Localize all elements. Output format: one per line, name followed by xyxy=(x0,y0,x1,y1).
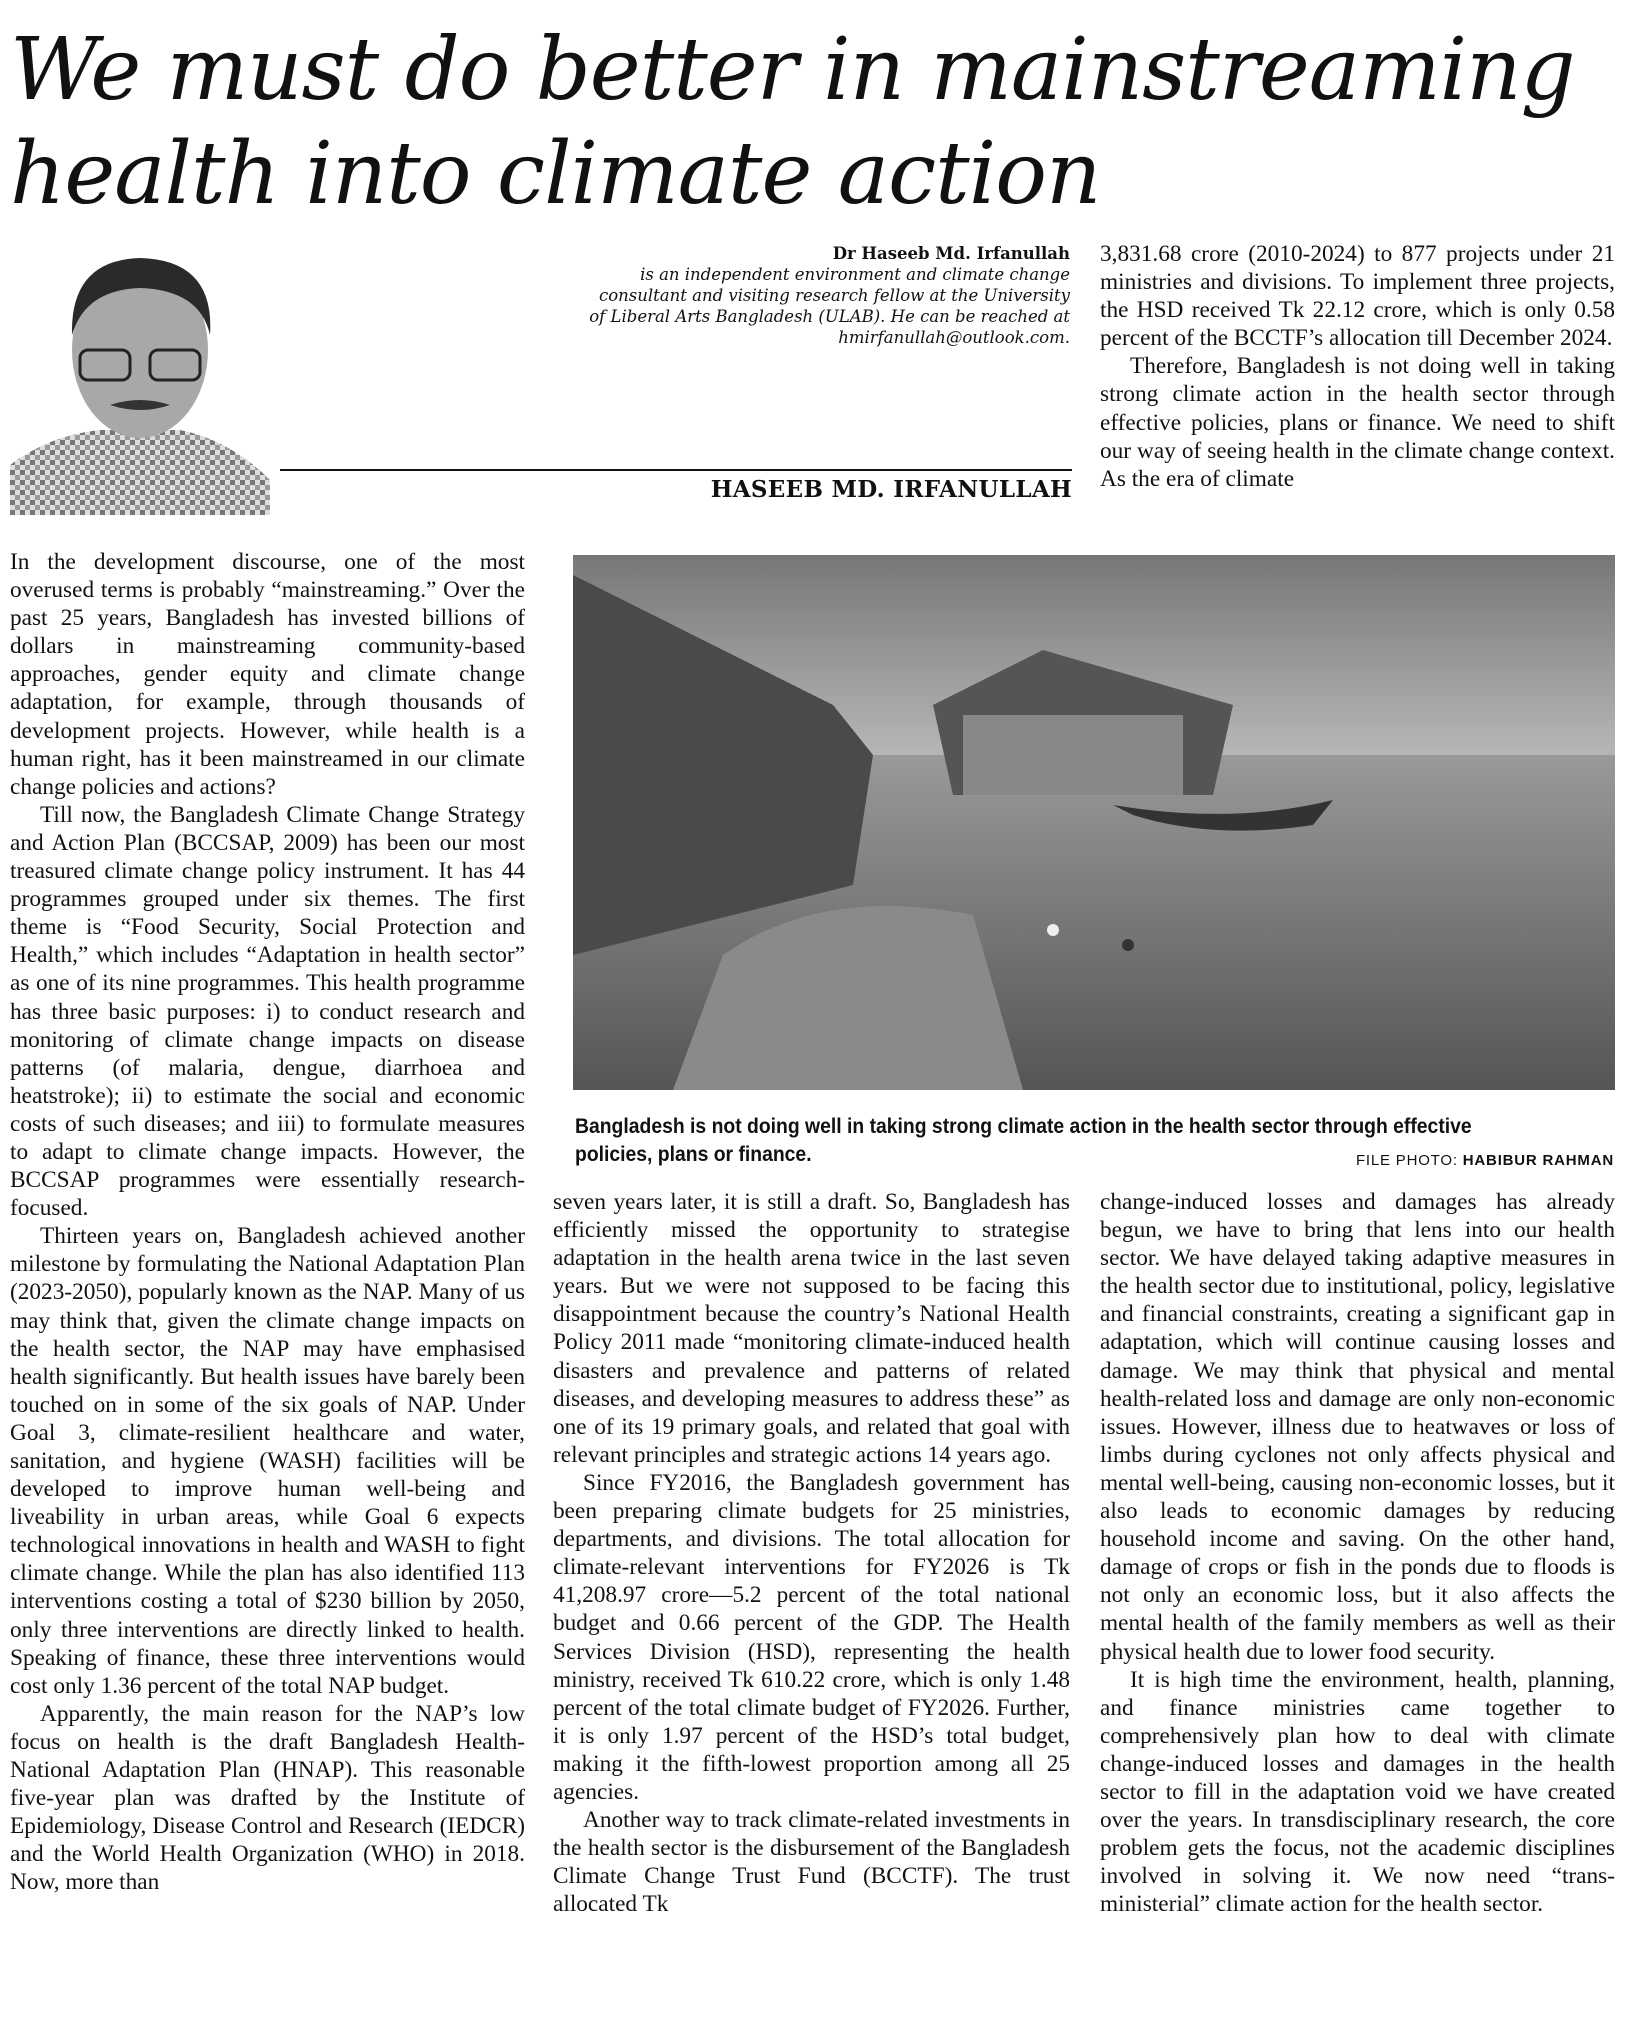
author-bio xyxy=(580,243,1070,348)
headline: We must do better in mainstreaming health into climate action xyxy=(10,20,1575,224)
paragraph: Therefore, Bangladesh is not doing well in taking strong climate action in the health sector through effective policies, plans or finance. We need to shift our way of seeing health in the climate change context. As the era of climate xyxy=(1100,353,1615,492)
author-name: Dr Haseeb Md. Irfanullah xyxy=(832,244,1070,263)
paragraph: 3,831.68 crore (2010-2024) to 877 projects under 21 ministries and divisions. To implement three projects, the HSD received Tk 22.12 crore, which is only 0.58 percent of the BCCTF’s allocation till December 2024. xyxy=(1100,241,1615,352)
paragraph: In the development discourse, one of the most overused terms is probably “mainstreaming.” Over the past 25 years, Bangladesh has invested billions of dollars in mainstreaming community-based approaches, gender equity and climate change adaptation, for example, through thousands of development projects. However, while health is a human right, has it been mainstreamed in our climate change policies and actions? xyxy=(10,549,525,800)
photo-credit xyxy=(1356,1152,1614,1169)
column-left xyxy=(10,548,525,1897)
paragraph: Since FY2016, the Bangladesh government has been preparing climate budgets for 25 ministries, departments, and divisions. The total allocation for climate-relevant interventions for FY2026 is Tk 41,208.97 crore—5.2 percent of the total national budget and 0.66 percent of the GDP. The Health Services Division (HSD), representing the health ministry, received Tk 610.22 crore, which is only 1.48 percent of the total climate budget of FY2026. Further, it is only 1.97 percent of the HSD’s total budget, making it the fifth-lowest proportion among all 25 agencies. xyxy=(553,1469,1070,1805)
byline: HASEEB MD. IRFANULLAH xyxy=(710,476,1072,503)
author-portrait xyxy=(10,240,270,515)
article-photo xyxy=(573,555,1615,1090)
paragraph: seven years later, it is still a draft. So, Bangladesh has efficiently missed the opportunity to strategise adaptation in the health arena twice in the last seven years. But we were not supposed to be facing this disappointment because the country’s National Health Policy 2011 made “monitoring climate-induced health disasters and prevalence and patterns of related diseases, and developing measures to address these” as one of its 19 primary goals, and related that goal with relevant principles and strategic actions 14 years ago. xyxy=(553,1189,1070,1468)
column-right-top xyxy=(1100,240,1615,493)
photo-caption: Bangladesh is not doing well in taking strong climate action in the health sector through effective policies, plans or finance. xyxy=(575,1114,1472,1166)
paragraph: Till now, the Bangladesh Climate Change Strategy and Action Plan (BCCSAP, 2009) has been our most treasured climate change policy instrument. It has 44 programmes grouped under six themes. The first theme is “Food Security, Social Protection and Health,” which includes “Adaptation in health sector” as one of its nine programmes. This health programme has three basic purposes: i) to conduct research and monitoring of climate change impacts on disease patterns (of malaria, dengue, diarrhoea and heatstroke); ii) to estimate the social and economic costs of such diseases; and iii) to formulate measures to adapt to climate change impacts. However, the BCCSAP programmes were essentially research-focused. xyxy=(10,801,525,1222)
credit-name: HABIBUR RAHMAN xyxy=(1462,1152,1614,1169)
paragraph: Another way to track climate-related investments in the health sector is the disbursement of the Bangladesh Climate Change Trust Fund (BCCTF). The trust allocated Tk xyxy=(553,1807,1070,1918)
paragraph: Apparently, the main reason for the NAP’s low focus on health is the draft Bangladesh Health-National Adaptation Plan (HNAP). This reasonable five-year plan was drafted by the Institute of Epidemiology, Disease Control and Research (IEDCR) and the World Health Organization (WHO) in 2018. Now, more than xyxy=(10,1700,525,1896)
author-description: is an independent environment and climate change consultant and visiting research fellow at the University of Liberal Arts Bangladesh (ULAB). He can be reached at hmirfanullah@outlook.com. xyxy=(589,265,1070,347)
paragraph: Thirteen years on, Bangladesh achieved another milestone by formulating the National Adaptation Plan (2023-2050), popularly known as the NAP. Many of us may think that, given the climate change impacts on the health sector, the NAP may have emphasised health significantly. But health issues have barely been touched on in some of the six goals of NAP. Under Goal 3, climate-resilient healthcare and water, sanitation, and hygiene (WASH) facilities will be developed to improve human well-being and liveability in urban areas, while Goal 6 expects technological innovations in health and WASH to fight climate change. While the plan has also identified 113 interventions costing a total of $230 billion by 2050, only three interventions are directly linked to health. Speaking of finance, these three interventions would cost only 1.36 percent of the total NAP budget. xyxy=(10,1223,525,1699)
paragraph: It is high time the environment, health, planning, and finance ministries came together to comprehensively plan how to deal with climate change-induced losses and damages in the health sector to fill in the adaptation void we have created over the years. In transdisciplinary research, the core problem gets the focus, not the academic disciplines involved in solving it. We now need “trans-ministerial” climate action for the health sector. xyxy=(1100,1666,1615,1918)
paragraph: change-induced losses and damages has already begun, we have to bring that lens into our health sector. We have delayed taking adaptive measures in the health sector due to institutional, policy, legislative and financial constraints, creating a significant gap in adaptation, which will continue causing losses and damage. We may think that physical and mental health-related loss and damage are only non-economic issues. However, illness due to heatwaves or loss of limbs during cyclones not only affects physical and mental well-being, causing non-economic losses, but it also leads to economic damages by reducing household income and saving. On the other hand, damage of crops or fish in the ponds due to floods is not only an economic loss, but it also affects the mental health of the family members as well as their physical health due to lower food security. xyxy=(1100,1189,1615,1665)
column-middle xyxy=(553,1188,1070,1918)
column-right-bottom xyxy=(1100,1188,1615,1918)
byline-divider xyxy=(280,469,1072,471)
credit-label: FILE PHOTO: xyxy=(1355,1152,1458,1169)
